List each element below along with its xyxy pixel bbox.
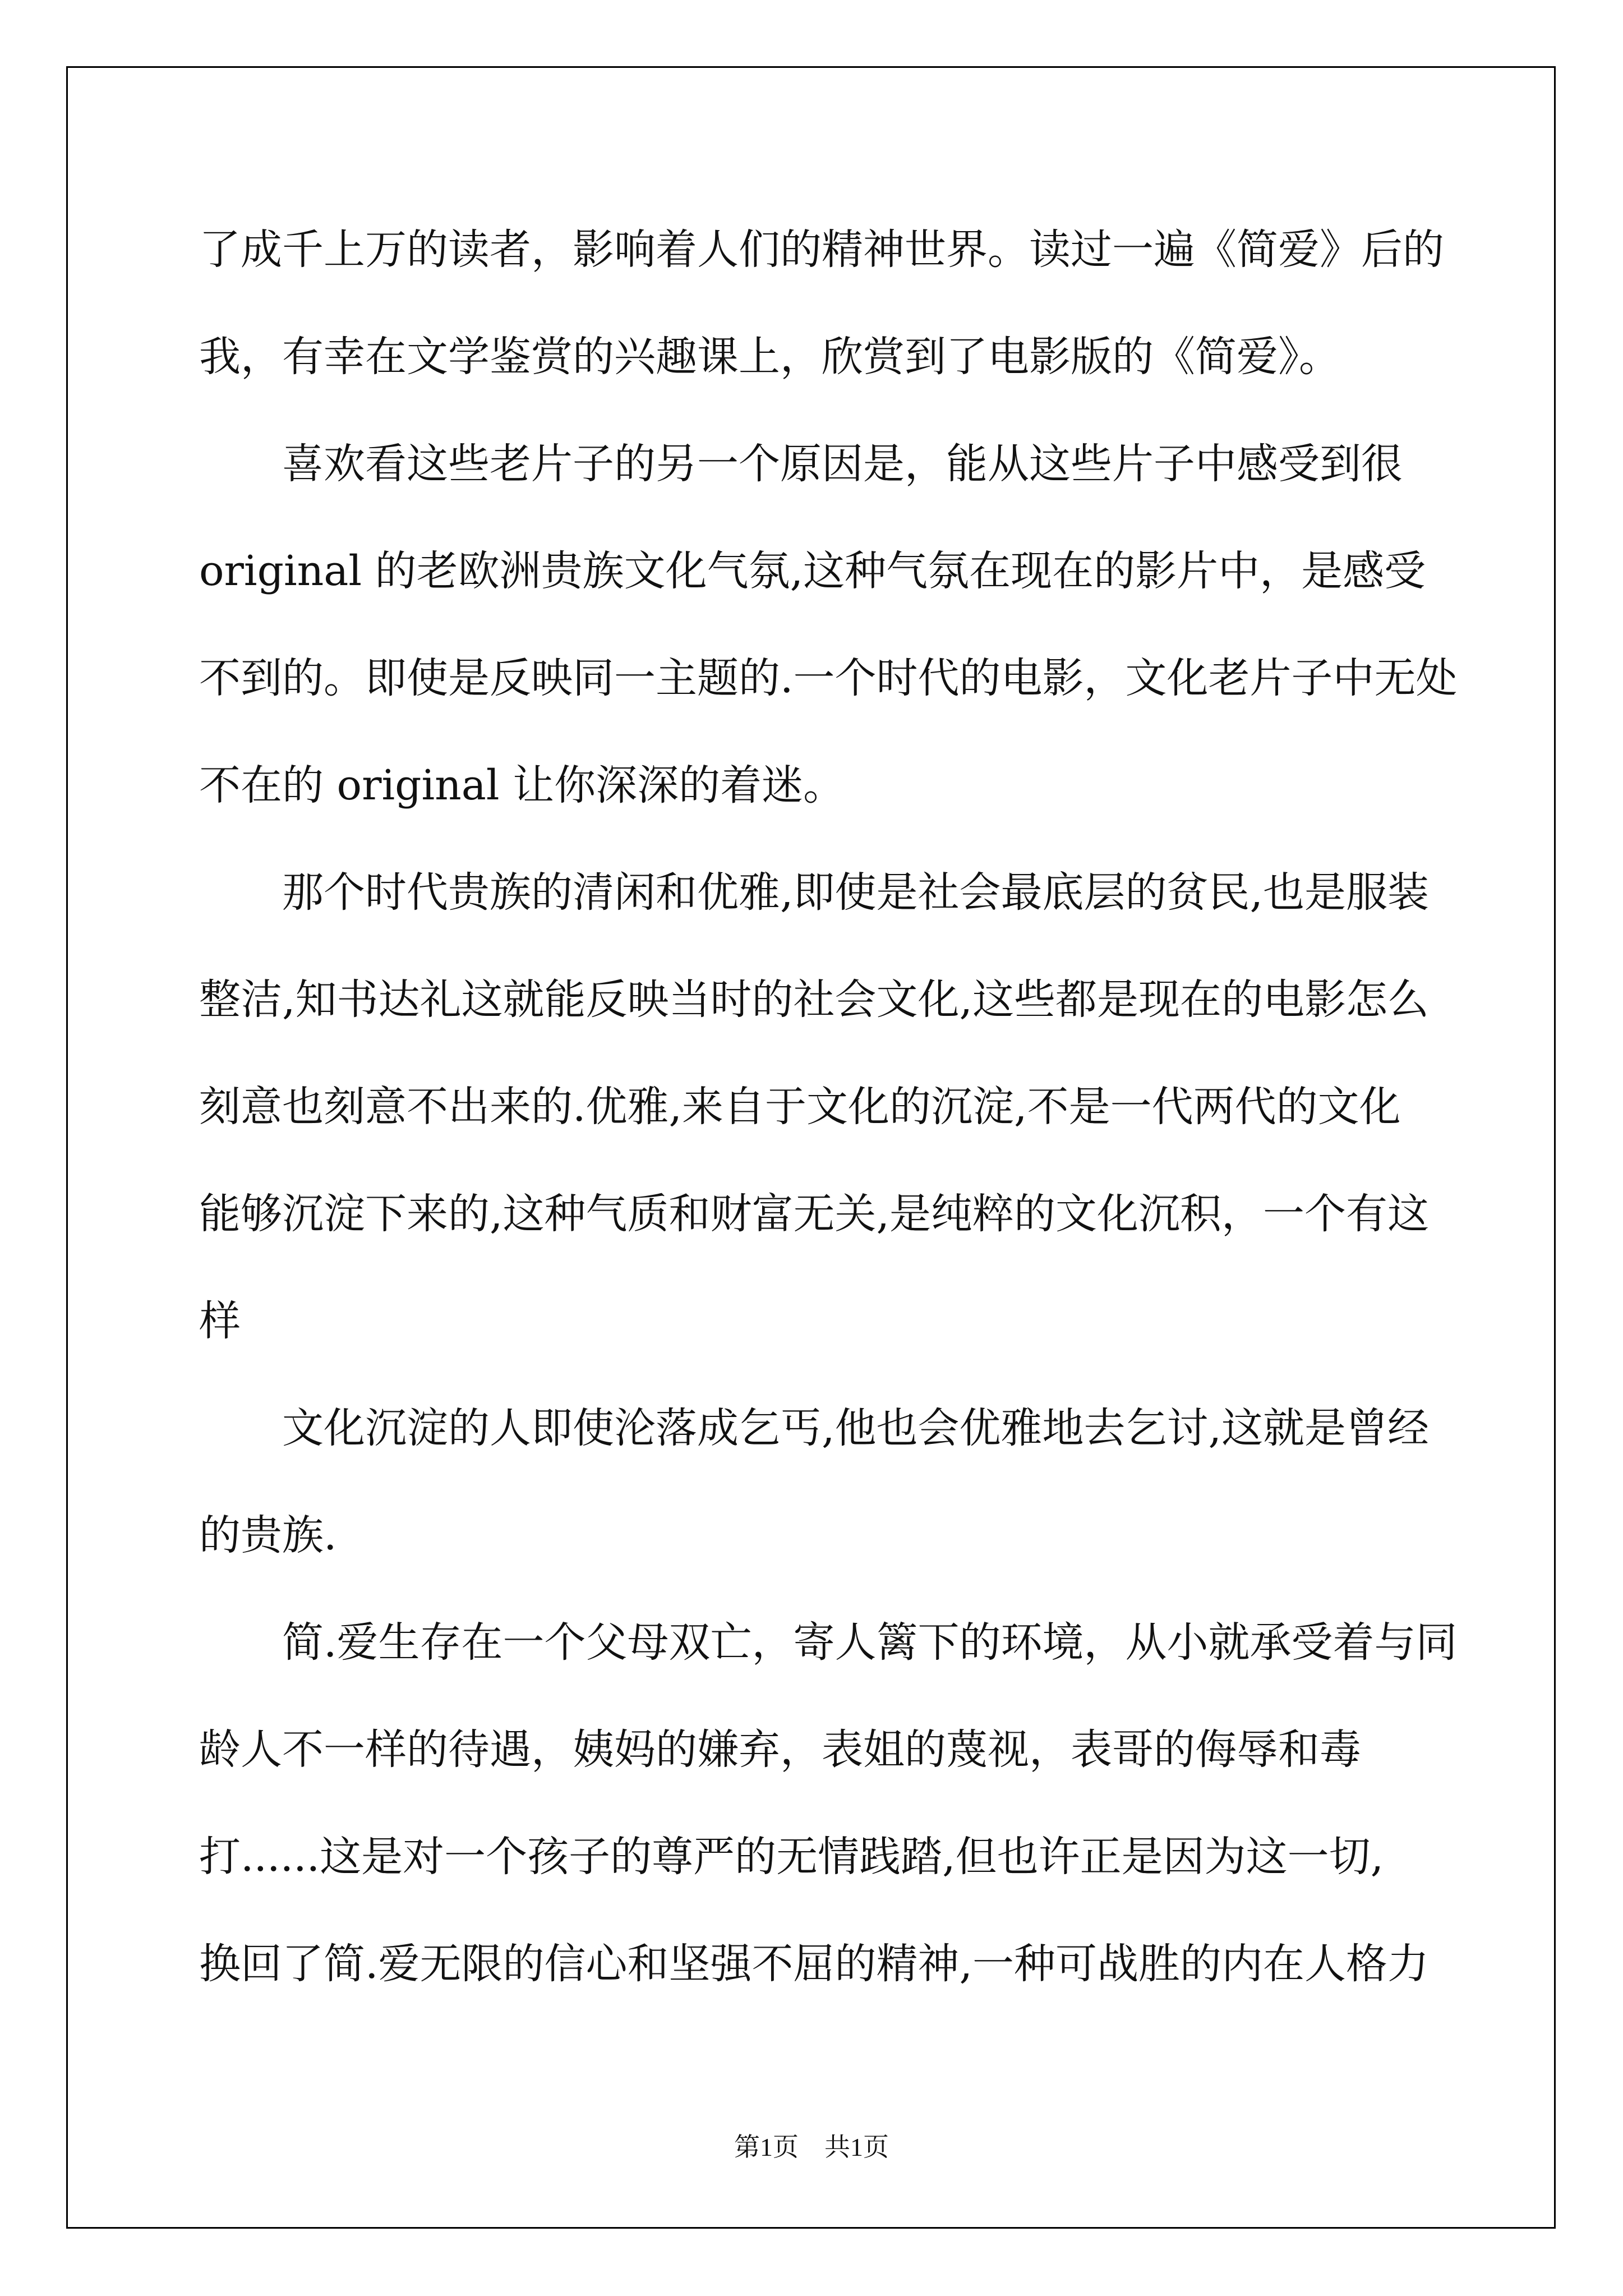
- text-line: original 的老欧洲贵族文化气氛,这种气氛在现在的影片中，是感受: [199, 547, 1426, 595]
- text-line: 不在的 original 让你深深的着迷。: [199, 761, 845, 809]
- page-footer: 第1页 共1页: [734, 2133, 889, 2161]
- text-line: 样: [199, 1297, 241, 1345]
- text-line: 能够沉淀下来的,这种气质和财富无关,是纯粹的文化沉积，一个有这: [199, 1190, 1430, 1238]
- text-line: 整洁,知书达礼这就能反映当时的社会文化,这些都是现在的电影怎么: [199, 976, 1430, 1024]
- text-line: 那个时代贵族的清闲和优雅,即使是社会最底层的贫民,也是服装: [199, 868, 1430, 917]
- text-line: 打......这是对一个孩子的尊严的无情践踏,但也许正是因为这一切,: [199, 1833, 1384, 1881]
- text-line: 换回了简.爱无限的信心和坚强不屈的精神,一种可战胜的内在人格力: [199, 1940, 1430, 1988]
- page-border: [66, 66, 1556, 2229]
- text-line: 我，有幸在文学鉴赏的兴趣课上，欣赏到了电影版的《简爱》。: [199, 333, 1340, 381]
- text-line: 文化沉淀的人即使沦落成乞丐,他也会优雅地去乞讨,这就是曾经: [199, 1404, 1430, 1452]
- text-line: 的贵族.: [199, 1511, 337, 1559]
- text-line: 不到的。即使是反映同一主题的.一个时代的电影，文化老片子中无处: [199, 654, 1458, 702]
- text-line: 喜欢看这些老片子的另一个原因是，能从这些片子中感受到很: [199, 440, 1403, 488]
- text-line: 简.爱生存在一个父母双亡，寄人篱下的环境，从小就承受着与同: [199, 1618, 1458, 1667]
- text-line: 龄人不一样的待遇，姨妈的嫌弃，表姐的蔑视，表哥的侮辱和毒: [199, 1726, 1361, 1774]
- text-line: 了成千上万的读者，影响着人们的精神世界。读过一遍《简爱》后的: [199, 226, 1444, 274]
- text-line: 刻意也刻意不出来的.优雅,来自于文化的沉淀,不是一代两代的文化: [199, 1083, 1401, 1131]
